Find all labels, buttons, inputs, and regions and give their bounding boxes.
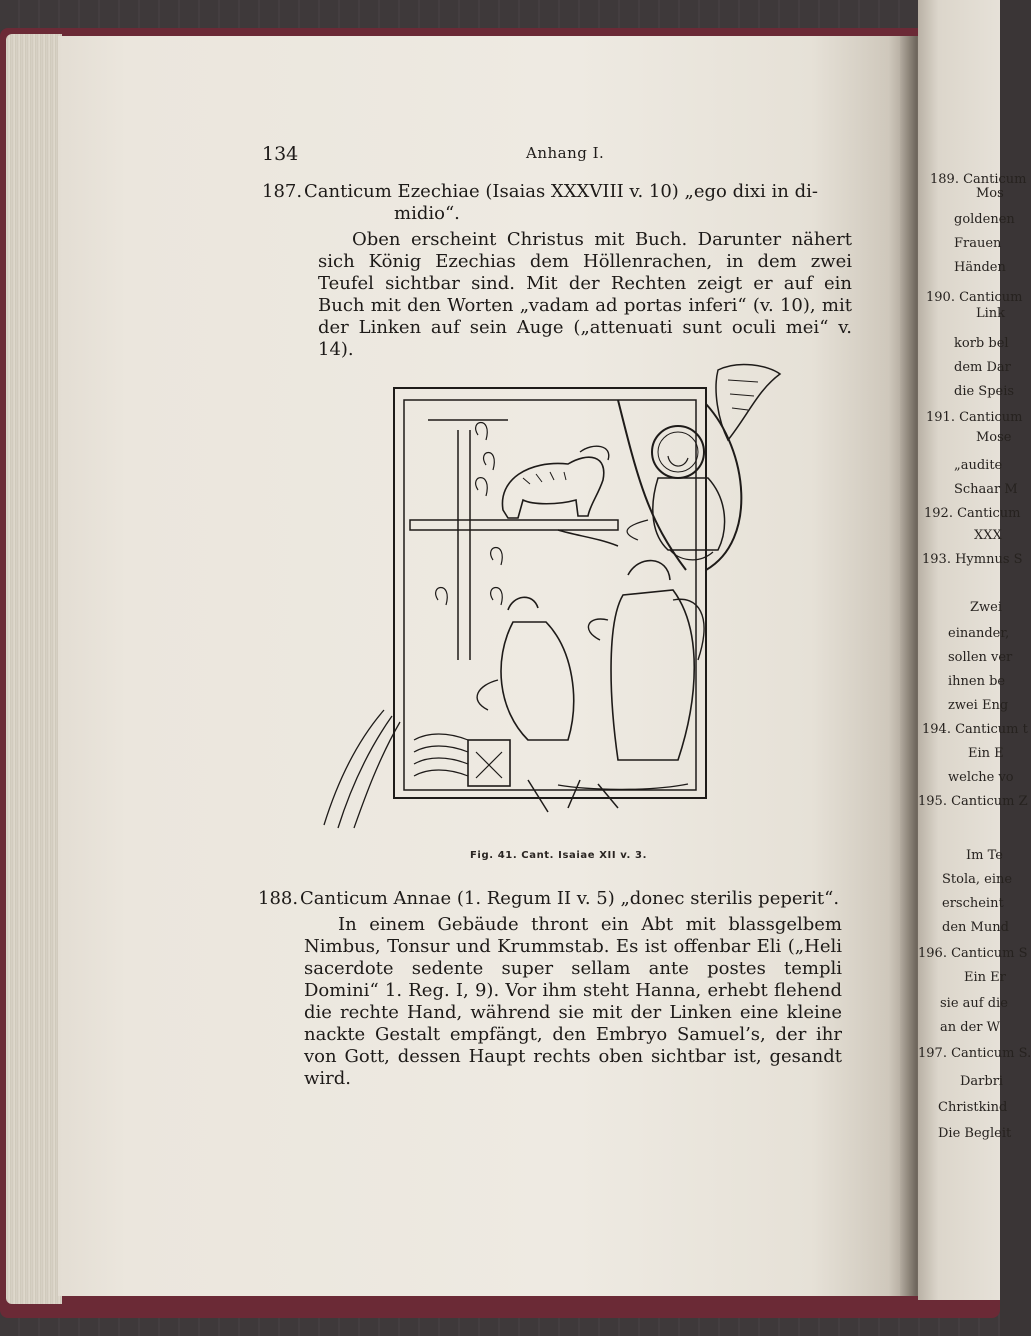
right-page-line: Zwei [970, 600, 1003, 615]
entry-title: Canticum Ezechiae (Isaias XXXVIII v. 10) „ego dixi in di- [304, 181, 818, 202]
right-page-line: 190. Canticum [926, 290, 1023, 305]
right-page-line: Händen [954, 260, 1006, 275]
right-page-line: die Speis [954, 384, 1015, 399]
right-page-line: 191. Canticum [926, 410, 1023, 425]
right-page-line: welche vo [948, 770, 1014, 785]
right-page-line: 192. Canticum [924, 506, 1021, 521]
right-page-line: sie auf die [940, 996, 1008, 1011]
right-page-line: dem Dar [954, 360, 1011, 375]
entry-188 [258, 888, 842, 1090]
right-page-line: Mos [976, 186, 1004, 201]
right-page-line: 194. Canticum t [922, 722, 1028, 737]
right-page-line: ihnen be [948, 674, 1006, 689]
figure-caption: Fig. 41. Cant. Isaiae XII v. 3. [470, 850, 647, 861]
right-page-line: Schaar M [954, 482, 1018, 497]
right-page-line: Die Begleit [938, 1126, 1012, 1141]
entry-title-continued: midio“. [394, 203, 460, 224]
entry-number: 188. [258, 888, 299, 909]
right-page-line: sollen ver [948, 650, 1013, 665]
right-page-line: Stola, eine [942, 872, 1013, 887]
right-page-line: 196. Canticum S [918, 946, 1028, 961]
running-head: Anhang I. [526, 144, 605, 162]
right-page-line: Frauen [954, 236, 1002, 251]
right-page-line: goldenen [954, 212, 1015, 227]
entry-187 [262, 181, 852, 361]
entry-number: 187. [262, 181, 303, 202]
right-page-line: 189. Canticum [930, 172, 1027, 187]
right-page-line: Im Te [966, 848, 1003, 863]
illuminated-initial-drawing [318, 360, 788, 830]
right-page-line: erscheint [942, 896, 1004, 911]
entry-text: In einem Gebäude thront ein Abt mit blassgelbem Nimbus, Tonsur und Krummstab. Es ist offenbar Eli („Heli sacerdote sedente super sellam ante postes templi Domini“ 1. Reg. I, 9). Vor ihm steht Hanna, erhebt flehend die rechte Hand, während sie mit der Linken eine kleine nackte Gestalt empfängt, den Embryo Samuel’s, der ihr von Gott, dessen Haupt rechts oben sichtbar ist, gesandt wird. [304, 914, 842, 1089]
right-page-line: Link [976, 306, 1006, 321]
right-page-line: Ein Er [964, 970, 1006, 985]
right-page-line: einander, [948, 626, 1010, 641]
right-page-line: 193. Hymnus S [922, 552, 1023, 567]
right-page-line: Ein E [968, 746, 1004, 761]
right-page-line: zwei Eng [948, 698, 1009, 713]
right-page-line: XXX [974, 528, 1002, 543]
entry-title: Canticum Annae (1. Regum II v. 5) „donec sterilis peperit“. [300, 888, 840, 909]
entry-heading [262, 181, 852, 203]
entry-text: Oben erscheint Christus mit Buch. Darunter nähert sich König Ezechias dem Höllenrachen, in dem zwei Teufel sichtbar sind. Mit der Rechten zeigt er auf ein Buch mit den Worten „vadam ad portas inferi“ (v. 10), mit der Linken auf sein Auge („attenuati sunt oculi mei“ v. 14). [318, 229, 852, 360]
right-page-line: 195. Canticum Z [918, 794, 1028, 809]
right-page-line: an der W [940, 1020, 1000, 1035]
page-number: 134 [262, 143, 299, 165]
right-page-line: Mose [976, 430, 1012, 445]
right-page-line: 197. Canticum S. [918, 1046, 1031, 1061]
right-page-line: Christkind [938, 1100, 1008, 1115]
figure-illustration [318, 360, 788, 830]
page-header [262, 143, 852, 167]
right-page [918, 0, 1031, 1300]
entry-heading [258, 888, 842, 910]
right-page-line: den Mund [942, 920, 1009, 935]
right-page-line: „audite [954, 458, 1003, 473]
page-edges [6, 34, 62, 1304]
right-page-line: Darbri [960, 1074, 1004, 1089]
right-page-line: korb bel [954, 336, 1009, 351]
